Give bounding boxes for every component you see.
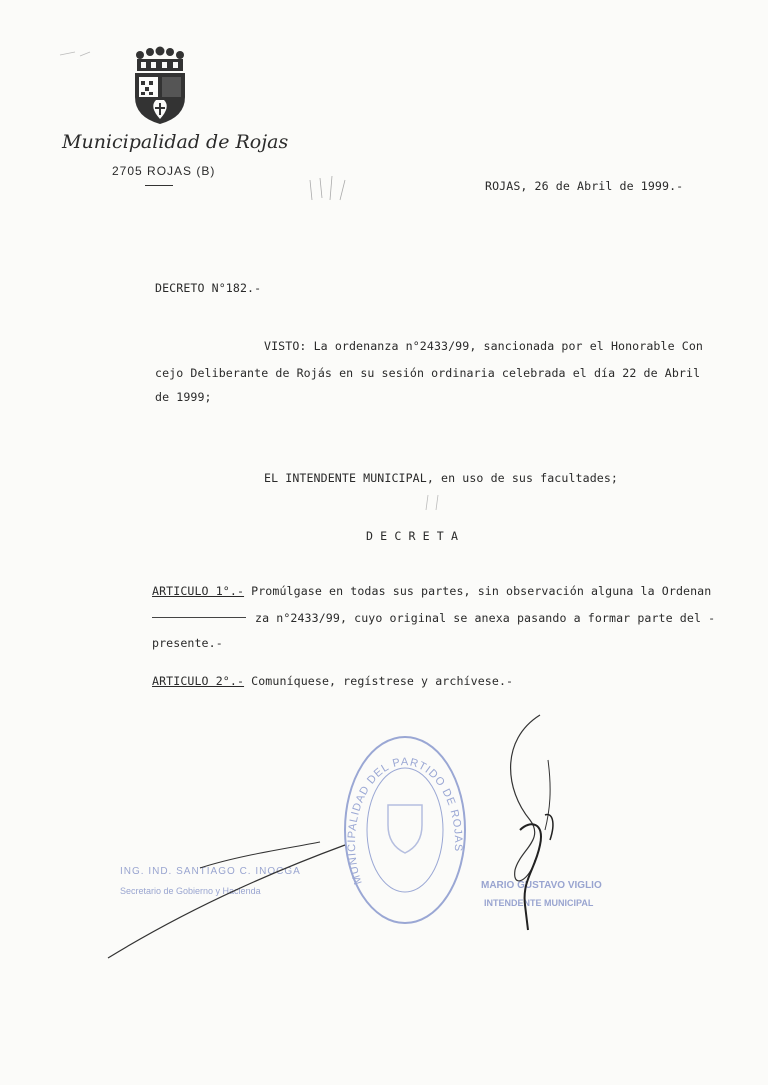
article-1-line-3: presente.- — [152, 636, 223, 650]
intendente-text: en uso de sus facultades; — [441, 471, 619, 485]
article-2-line-1 — [152, 674, 513, 688]
decreta-heading: D E C R E T A — [366, 529, 459, 543]
left-signatory-name: ING. IND. SANTIAGO C. INOCGA — [120, 866, 301, 877]
municipality-address: 2705 ROJAS (B) — [112, 164, 216, 178]
seal-text: MUNICIPALIDAD DEL PARTIDO DE ROJAS — [345, 756, 465, 886]
visto-text-1: La ordenanza n°2433/99, sancionada por el Honorable Con — [313, 339, 703, 353]
coat-of-arms-icon — [131, 45, 189, 125]
article-1-line-2: za n°2433/99, cuyo original se anexa pasando a formar parte del - — [255, 611, 716, 625]
visto-line-3: de 1999; — [155, 390, 212, 404]
article-1-text-1: Promúlgase en todas sus partes, sin observación alguna la Ordenan — [251, 584, 712, 598]
article-2-text-1: Comuníquese, regístrese y archívese.- — [251, 674, 514, 688]
intendente-label: EL INTENDENTE MUNICIPAL, — [264, 471, 434, 485]
right-signatory-title: INTENDENTE MUNICIPAL — [484, 898, 594, 908]
header-divider — [145, 185, 173, 186]
municipality-name: Municipalidad de Rojas — [62, 131, 289, 153]
article-1-line-1 — [152, 584, 711, 598]
decree-number: DECRETO N°182.- — [155, 281, 262, 295]
visto-line-1 — [264, 339, 703, 353]
visto-line-2: cejo Deliberante de Rojás en su sesión ordinaria celebrada el día 22 de Abril — [155, 366, 701, 380]
place-date: ROJAS, 26 de Abril de 1999.- — [485, 179, 684, 193]
right-signatory-name: MARIO GUSTAVO VIGLIO — [481, 880, 602, 891]
official-seal — [340, 733, 470, 928]
article-2-label: ARTICULO 2°.- — [152, 674, 245, 688]
intendente-line — [264, 471, 618, 485]
article-1-label: ARTICULO 1°.- — [152, 584, 245, 598]
left-signatory-title: Secretario de Gobierno y Hacienda — [120, 886, 261, 896]
article-1-dash-rule — [152, 617, 246, 618]
visto-label: VISTO: — [264, 339, 307, 353]
svg-text:MUNICIPALIDAD DEL PARTIDO DE R — [346, 756, 464, 886]
